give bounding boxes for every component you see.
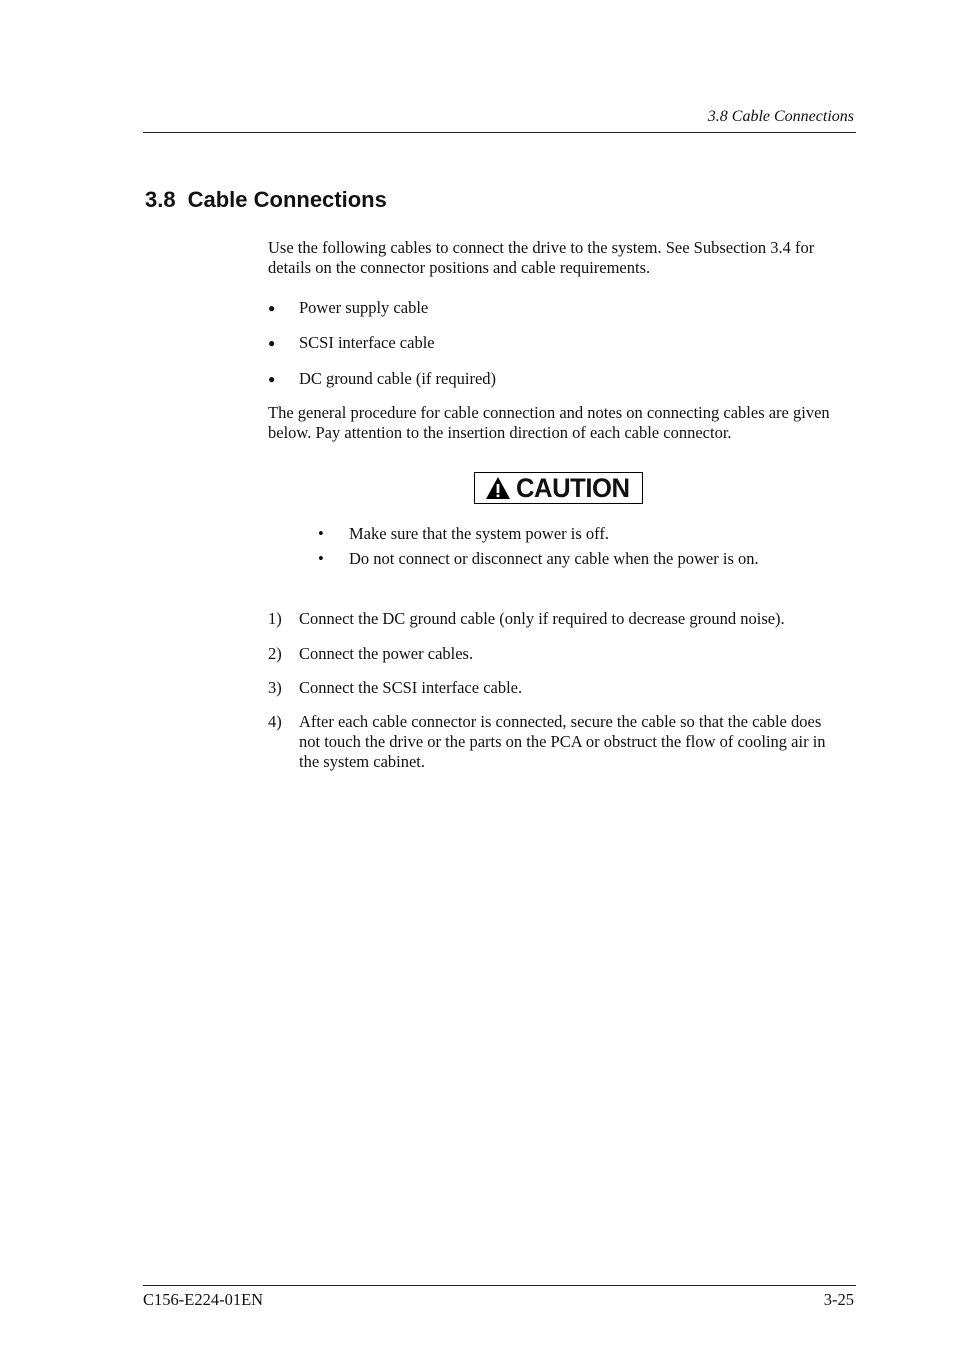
step-text: Connect the power cables. xyxy=(299,644,474,663)
bullet-icon: • xyxy=(318,524,324,543)
step-number: 3) xyxy=(268,678,282,697)
bullet-icon: ● xyxy=(268,372,276,386)
caution-label: CAUTION xyxy=(515,473,630,503)
section-title: Cable Connections xyxy=(187,187,387,212)
procedure-step xyxy=(268,712,843,772)
cable-list-item-text: Power supply cable xyxy=(299,298,429,317)
step-number: 2) xyxy=(268,644,282,663)
procedure-step xyxy=(268,644,843,664)
running-header: 3.8 Cable Connections xyxy=(707,108,854,125)
caution-list-item-text: Do not connect or disconnect any cable when the power is on. xyxy=(349,549,759,568)
procedure-step xyxy=(268,609,843,629)
page-number: 3-25 xyxy=(823,1290,854,1309)
intro-paragraph: Use the following cables to connect the drive to the system. See Subsection 3.4 for details on the connector positions and cable requirements. xyxy=(268,238,815,277)
procedure-intro-paragraph: The general procedure for cable connection and notes on connecting cables are given below. Pay attention to the insertion direction of each cable connector. xyxy=(268,403,830,442)
header-rule xyxy=(143,132,856,133)
step-text: After each cable connector is connected, secure the cable so that the cable does not touch the drive or the parts on the PCA or obstruct the flow of cooling air in the system cabinet. xyxy=(299,712,826,771)
bullet-icon: • xyxy=(318,549,324,568)
bullet-icon: ● xyxy=(268,301,276,315)
procedure-step xyxy=(268,678,843,698)
section-number: 3.8 xyxy=(145,187,176,212)
section-heading xyxy=(145,187,387,213)
step-text: Connect the SCSI interface cable. xyxy=(299,678,523,697)
bullet-icon: ● xyxy=(268,336,276,350)
warning-triangle-icon xyxy=(485,476,511,500)
caution-box xyxy=(474,472,643,504)
footer-rule xyxy=(143,1285,856,1286)
document-code: C156-E224-01EN xyxy=(143,1290,264,1309)
step-number: 4) xyxy=(268,712,282,731)
cable-list-item-text: DC ground cable (if required) xyxy=(299,369,497,388)
cable-list-item-text: SCSI interface cable xyxy=(299,333,435,352)
caution-list-item-text: Make sure that the system power is off. xyxy=(349,524,609,543)
step-text: Connect the DC ground cable (only if required to decrease ground noise). xyxy=(299,609,785,628)
step-number: 1) xyxy=(268,609,282,628)
